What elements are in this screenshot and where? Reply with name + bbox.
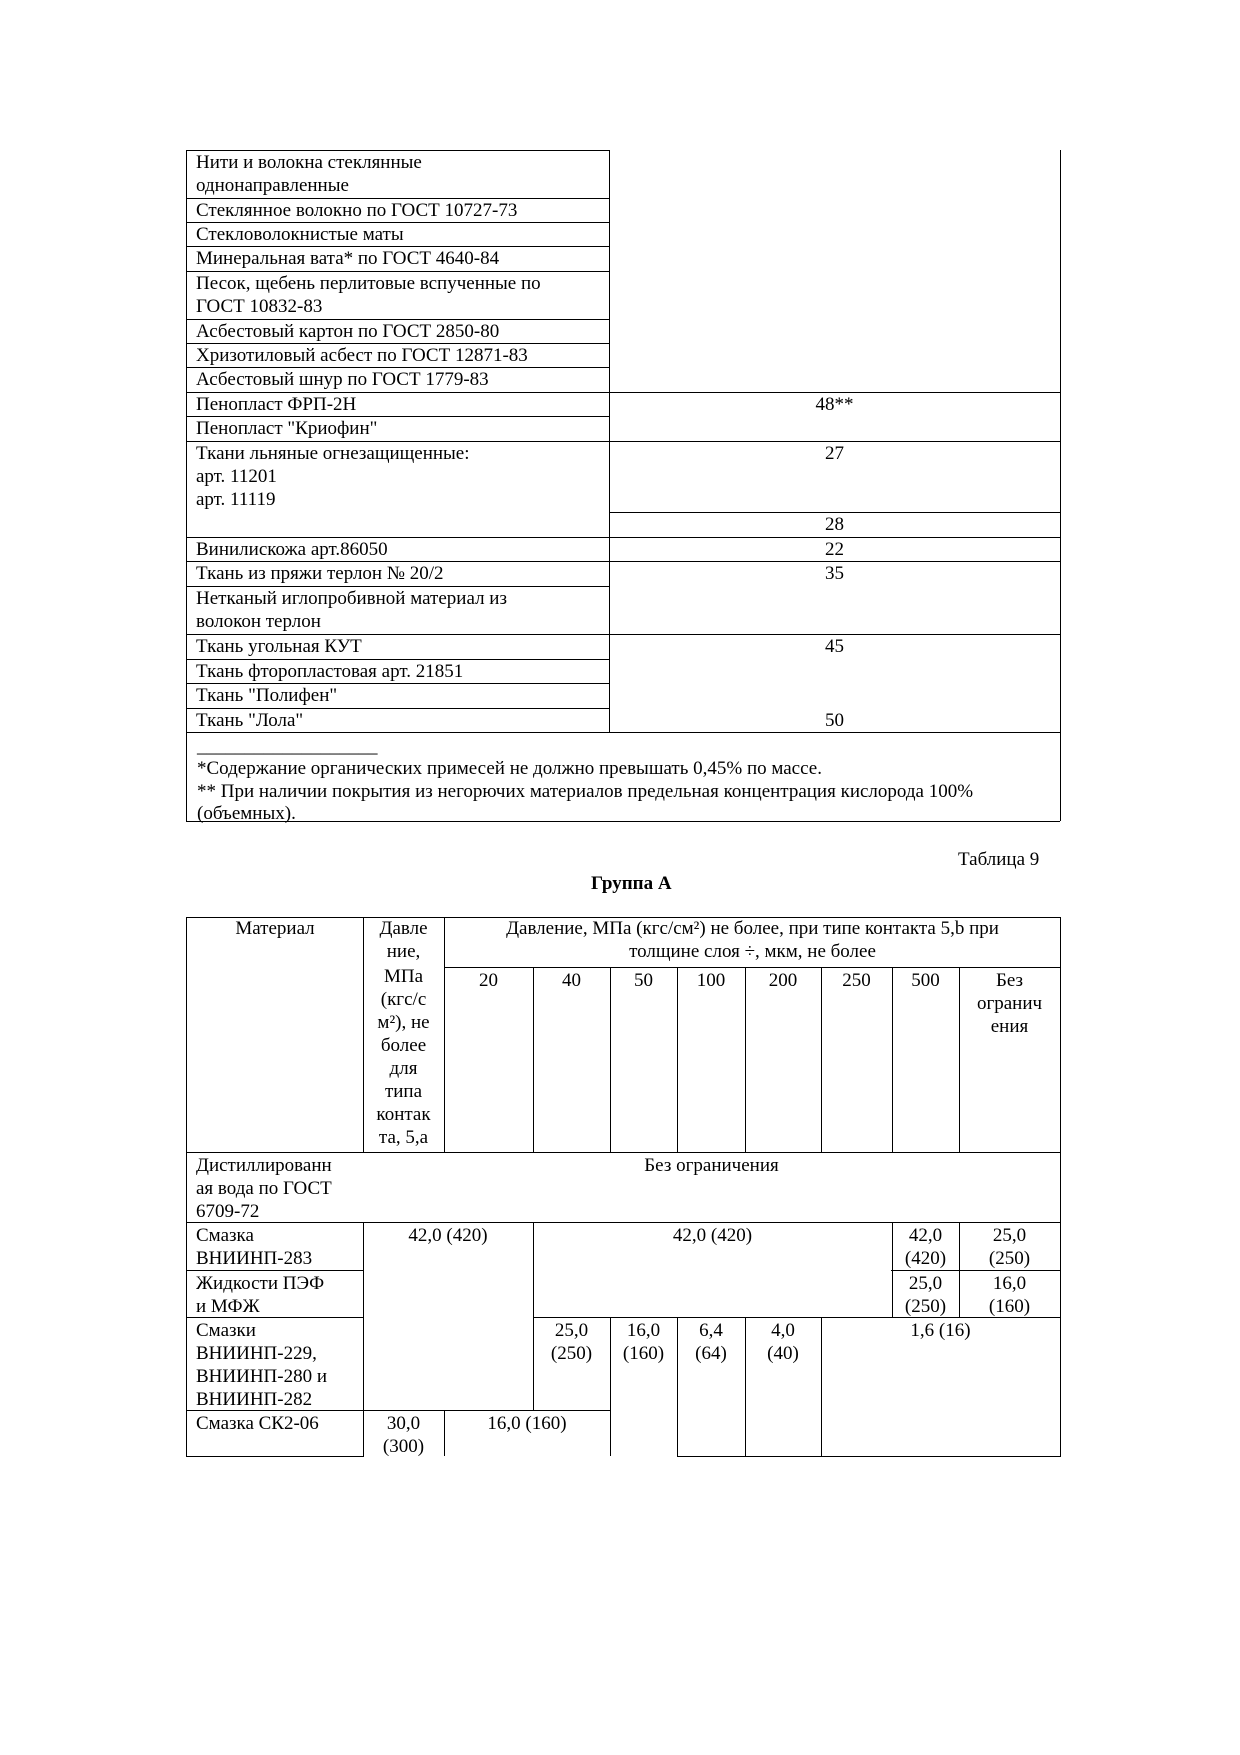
material-name: Винилискожа арт.86050 bbox=[196, 539, 388, 560]
material-name: Ткань фторопластовая арт. 21851 bbox=[196, 661, 464, 682]
footnote-2-line1: ** При наличии покрытия из негорючих материалов предельная концентрация кислорода 100% bbox=[197, 781, 974, 802]
material-name: Песок, щебень перлитовые вспученные по ГОСТ 10832-83 bbox=[196, 273, 541, 317]
material-value: 48** bbox=[815, 394, 854, 415]
row-sk206-name: Смазка СК2-06 bbox=[196, 1413, 319, 1434]
material-value: 28 bbox=[825, 514, 844, 535]
material-name: Стеклянное волокно по ГОСТ 10727-73 bbox=[196, 200, 518, 221]
row-sk206-b: 16,0 (160) bbox=[487, 1413, 567, 1434]
header-unlimited: Без огранич ения bbox=[976, 970, 1043, 1037]
material-name: Асбестовый картон по ГОСТ 2850-80 bbox=[196, 321, 500, 342]
header-pressure-a: Давле ние, МПа (кгс/с м²), не более для типа контак та, 5,а bbox=[376, 918, 431, 1148]
row-vniinp229-rest: 1,6 (16) bbox=[910, 1320, 971, 1341]
material-value: 45 bbox=[825, 636, 844, 657]
group-title: Группа А bbox=[591, 873, 672, 894]
header-thickness-250: 250 bbox=[842, 970, 871, 991]
row-vniinp229-40: 25,0 (250) bbox=[550, 1320, 593, 1364]
header-thickness-50: 50 bbox=[634, 970, 653, 991]
material-name: Нетканый иглопробивной материал из волокон терлон bbox=[196, 588, 507, 632]
material-name: Асбестовый шнур по ГОСТ 1779-83 bbox=[196, 369, 489, 390]
material-name: Ткань угольная КУТ bbox=[196, 636, 362, 657]
material-value: 22 bbox=[825, 539, 844, 560]
material-name: Ткань "Полифен" bbox=[196, 685, 338, 706]
material-value: 50 bbox=[825, 710, 844, 731]
material-value: 35 bbox=[825, 563, 844, 584]
row-pef-unlimited: 16,0 (160) bbox=[988, 1273, 1031, 1317]
header-material: Материал bbox=[235, 918, 315, 939]
footnote-rule: ___________________ bbox=[197, 736, 378, 757]
row-vniinp229-50: 16,0 (160) bbox=[622, 1320, 665, 1364]
header-thickness-40: 40 bbox=[562, 970, 581, 991]
material-value: 27 bbox=[825, 443, 844, 464]
material-name: Пенопласт "Криофин" bbox=[196, 418, 378, 439]
material-name: Стекловолокнистые маты bbox=[196, 224, 404, 245]
row-vniinp283-500: 42,0 (420) bbox=[904, 1225, 947, 1269]
material-name: Минеральная вата* по ГОСТ 4640-84 bbox=[196, 248, 500, 269]
header-pressure-b: Давление, МПа (кгс/см²) не более, при типе контакта 5,b при толщине слоя ÷, мкм, не более bbox=[506, 918, 999, 962]
material-name: Пенопласт ФРП-2Н bbox=[196, 394, 357, 415]
row-vniinp283-a: 42,0 (420) bbox=[408, 1225, 488, 1246]
row-water-name: Дистиллированн ая вода по ГОСТ 6709-72 bbox=[196, 1155, 332, 1222]
header-thickness-500: 500 bbox=[911, 970, 940, 991]
row-vniinp283-b: 42,0 (420) bbox=[672, 1225, 753, 1246]
material-name: Нити и волокна стеклянные однонаправленные bbox=[196, 152, 422, 196]
table-caption: Таблица 9 bbox=[958, 849, 1040, 870]
row-vniinp229-name: Смазки ВНИИНП-229, ВНИИНП-280 и ВНИИНП-282 bbox=[196, 1320, 328, 1410]
footnote-2-line2: (объемных). bbox=[197, 803, 296, 824]
material-name: Ткань из пряжи терлон № 20/2 bbox=[196, 563, 444, 584]
header-thickness-100: 100 bbox=[696, 970, 726, 991]
material-name: Ткани льняные огнезащищенные: арт. 11201 арт. 11119 bbox=[196, 443, 470, 510]
row-sk206-a: 30,0 (300) bbox=[382, 1413, 425, 1457]
material-name: Хризотиловый асбест по ГОСТ 12871-83 bbox=[196, 345, 528, 366]
row-water-value: Без ограничения bbox=[644, 1155, 779, 1176]
header-thickness-200: 200 bbox=[768, 970, 798, 991]
footnote-1: *Содержание органических примесей не должно превышать 0,45% по массе. bbox=[197, 758, 822, 779]
header-thickness-20: 20 bbox=[479, 970, 498, 991]
row-pef-name: Жидкости ПЭФ и МФЖ bbox=[196, 1273, 325, 1317]
material-name: Ткань "Лола" bbox=[196, 710, 304, 731]
row-vniinp229-200: 4,0 (40) bbox=[767, 1320, 799, 1364]
row-vniinp283-name: Смазка ВНИИНП-283 bbox=[196, 1225, 313, 1269]
row-pef-500: 25,0 (250) bbox=[904, 1273, 947, 1317]
row-vniinp229-100: 6,4 (64) bbox=[695, 1320, 727, 1364]
row-vniinp283-unlimited: 25,0 (250) bbox=[988, 1225, 1031, 1269]
